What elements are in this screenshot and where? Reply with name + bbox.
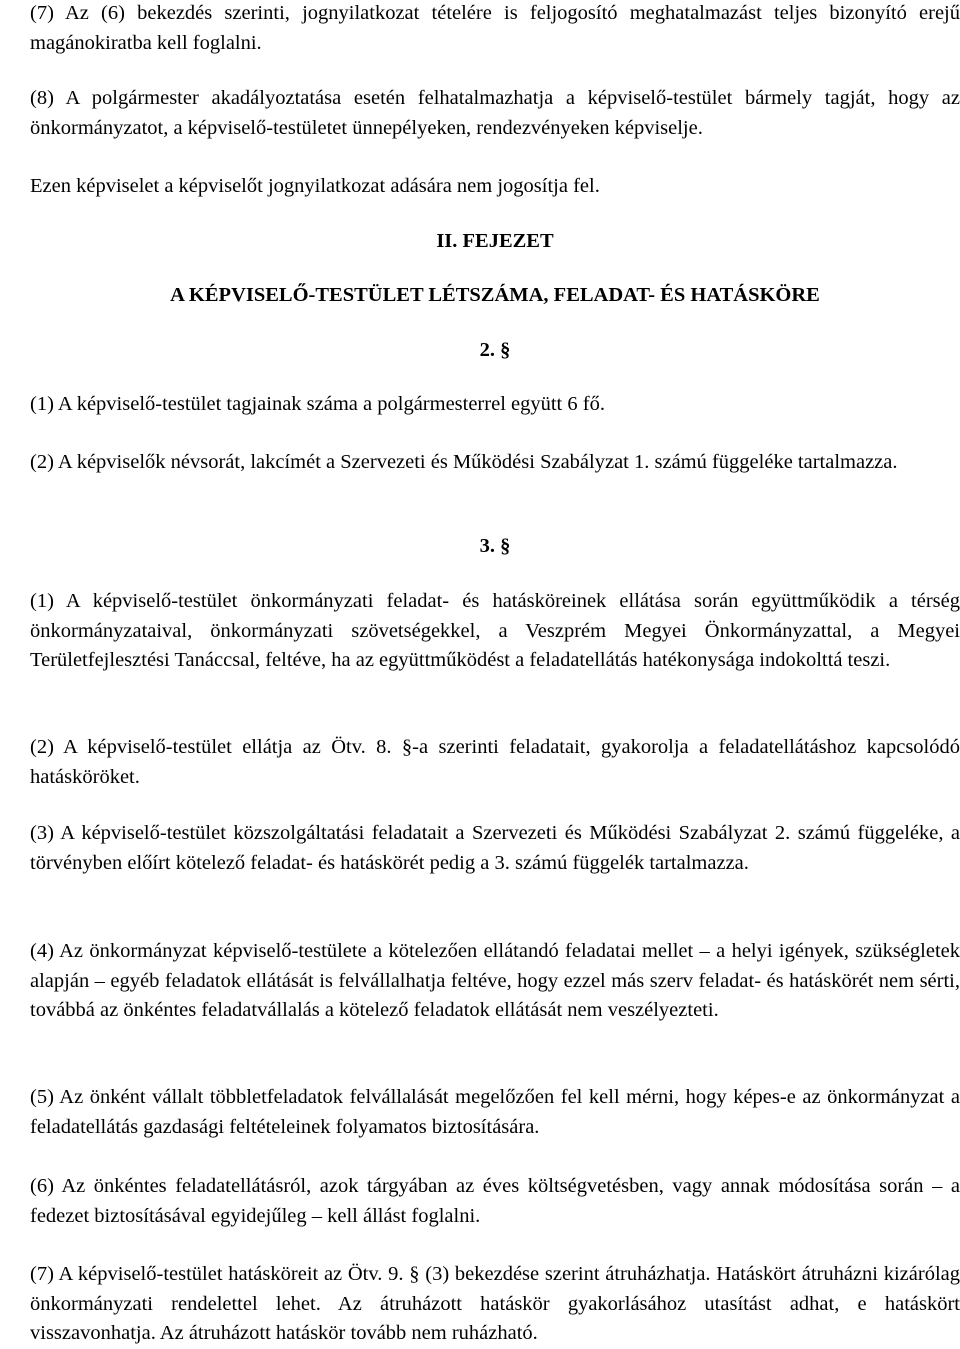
section-3-paragraph-2: (2) A képviselő-testület ellátja az Ötv. 8. §-a szerinti feladatait, gyakorolja a feladatellátáshoz kapcsolódó hatásköröket. bbox=[30, 736, 960, 788]
section-2-paragraph-1: (1) A képviselő-testület tagjainak száma a polgármesterrel együtt 6 fő. bbox=[30, 393, 605, 415]
section-3-heading: 3. § bbox=[479, 535, 511, 557]
section-3-paragraph-1: (1) A képviselő-testület önkormányzati feladat- és hatásköreinek ellátása során együttműködik a térség önkormányzataival, önkormányzati szövetségekkel, a Veszprém Megyei Önkormányzattal, a Megyei Területfejlesztési Tanáccsal, feltéve, ha az együttműködést a feladatellátás hatékonysága indokolttá teszi. bbox=[30, 590, 960, 671]
section-3-paragraph-3: (3) A képviselő-testület közszolgáltatási feladatait a Szervezeti és Működési Szabályzat 2. számú függeléke, a törvényben előírt kötelező feladat- és hatáskörét pedig a 3. számú függelék tartalmazza. bbox=[30, 822, 960, 874]
section-3-paragraph-4: (4) Az önkormányzat képviselő-testülete a kötelezően ellátandó feladatai mellet – a helyi igények, szükségletek alapján – egyéb feladatok ellátását is felvállalhatja feltéve, hogy ezzel más szerv feladat- és hatáskörét nem sérti, továbbá az önkéntes feladatvállalás a kötelező feladatok ellátását nem veszélyezteti. bbox=[30, 940, 960, 1021]
section-3-paragraph-5: (5) Az önként vállalt többletfeladatok felvállalását megelőzően fel kell mérni, hogy képes-e az önkormányzat a feladatellátás gazdasági feltételeinek folyamatos biztosítására. bbox=[30, 1086, 960, 1138]
chapter-number: II. FEJEZET bbox=[436, 230, 554, 252]
section-3-paragraph-6: (6) Az önkéntes feladatellátásról, azok tárgyában az éves költségvetésben, vagy annak módosítása során – a fedezet biztosításával egyidejűleg – kell állást foglalni. bbox=[30, 1175, 960, 1227]
paragraph-7: (7) Az (6) bekezdés szerinti, jognyilatkozat tételére is feljogosító meghatalmazást teljes bizonyító erejű magánokiratba kell foglalni. bbox=[30, 2, 960, 54]
section-2-heading: 2. § bbox=[479, 339, 511, 361]
section-2-paragraph-2: (2) A képviselők névsorát, lakcímét a Szervezeti és Működési Szabályzat 1. számú függeléke tartalmazza. bbox=[30, 451, 898, 473]
paragraph-8: (8) A polgármester akadályoztatása esetén felhatalmazhatja a képviselő-testület bármely tagját, hogy az önkormányzatot, a képviselő-testületet ünnepélyeken, rendezvényeken képviselje. bbox=[30, 87, 960, 139]
chapter-title: A KÉPVISELŐ-TESTÜLET LÉTSZÁMA, FELADAT- ÉS HATÁSKÖRE bbox=[170, 284, 820, 306]
paragraph-8-note: Ezen képviselet a képviselőt jognyilatkozat adására nem jogosítja fel. bbox=[30, 175, 600, 197]
section-3-paragraph-7: (7) A képviselő-testület hatásköreit az Ötv. 9. § (3) bekezdése szerint átruházhatja. Hatáskört átruházni kizárólag önkormányzati rendelettel lehet. Az átruházott hatáskör gyakorlásához utasítást adhat, e hatáskört visszavonhatja. Az átruházott hatáskör tovább nem ruházható. bbox=[30, 1263, 960, 1344]
